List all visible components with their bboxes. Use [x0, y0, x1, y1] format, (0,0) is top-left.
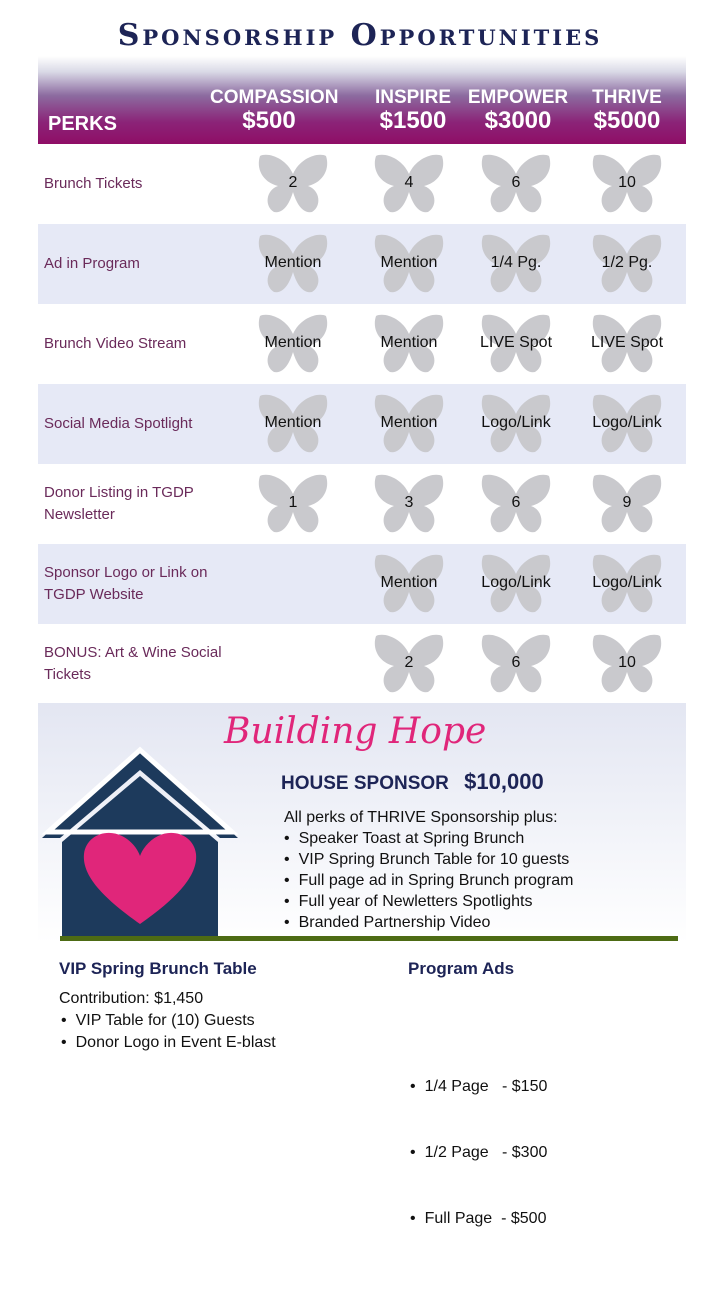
- tier-cell: [457, 384, 575, 464]
- tier-cell: [457, 224, 575, 304]
- program-ads-details: [408, 988, 547, 1296]
- perk-value: 6: [511, 654, 521, 671]
- tier-name: COMPASSION: [210, 87, 339, 108]
- table-header: [38, 56, 686, 144]
- tier-cell: [568, 384, 686, 464]
- tier-cell: [568, 464, 686, 544]
- list-item: • VIP Spring Brunch Table for 10 guests: [284, 849, 573, 870]
- program-ads-title: Program Ads: [408, 959, 515, 978]
- tier-cell: [568, 544, 686, 624]
- tier-cell: [350, 144, 468, 224]
- table-row: [38, 624, 686, 704]
- tier-price: $1500: [379, 107, 447, 134]
- house-sponsor-perks: [284, 807, 573, 933]
- perk-value: LIVE Spot: [590, 334, 664, 351]
- perk-value: 2: [288, 174, 298, 191]
- perks-column-label: PERKS: [48, 113, 117, 135]
- tier-name: THRIVE: [592, 87, 662, 108]
- tier-cell: [350, 224, 468, 304]
- vip-table-title: VIP Spring Brunch Table: [59, 959, 257, 978]
- perk-value: 3: [404, 494, 414, 511]
- tier-cell: [350, 544, 468, 624]
- perk-value: Mention: [380, 574, 438, 591]
- tier-cell: [234, 624, 352, 704]
- house-sponsor-heading: [281, 769, 544, 795]
- tier-cell: [234, 544, 352, 624]
- tier-price: $3000: [484, 107, 552, 134]
- building-hope-title: Building Hope: [224, 711, 487, 752]
- perk-value: LIVE Spot: [479, 334, 553, 351]
- tier-cell: [234, 464, 352, 544]
- perk-value: 9: [622, 494, 632, 511]
- tier-cell: [457, 464, 575, 544]
- list-item: • Full Page - $500: [408, 1208, 547, 1230]
- list-item: • VIP Table for (10) Guests: [59, 1010, 276, 1032]
- perk-value: 10: [618, 654, 636, 671]
- house-sponsor-intro: All perks of THRIVE Sponsorship plus:: [284, 809, 558, 826]
- house-sponsor-amount: $10,000: [464, 769, 544, 794]
- perk-value: Logo/Link: [592, 414, 662, 431]
- vip-table-details: [59, 988, 276, 1054]
- page-title: Sponsorship Opportunities: [117, 18, 603, 53]
- tier-cell: [350, 304, 468, 384]
- perk-value: Logo/Link: [592, 574, 662, 591]
- tier-price: $5000: [593, 107, 661, 134]
- perk-value: 6: [511, 174, 521, 191]
- tier-price: $500: [242, 107, 296, 134]
- tier-cell: [568, 624, 686, 704]
- tier-cell: [350, 464, 468, 544]
- table-row: [38, 224, 686, 304]
- vip-contribution: Contribution: $1,450: [59, 990, 204, 1007]
- perk-value: 2: [404, 654, 414, 671]
- tier-empower: [459, 88, 577, 134]
- perk-value: Mention: [380, 334, 438, 351]
- perk-value: Logo/Link: [481, 574, 551, 591]
- perk-value: Mention: [380, 414, 438, 431]
- tier-cell: [457, 144, 575, 224]
- table-row: [38, 144, 686, 224]
- perk-value: 4: [404, 174, 414, 191]
- perk-value: 1/4 Pg.: [490, 254, 542, 271]
- table-row: [38, 544, 686, 624]
- divider: [60, 936, 678, 941]
- perk-value: Mention: [264, 254, 322, 271]
- perk-label: Ad in Program: [44, 255, 140, 272]
- list-item: • Speaker Toast at Spring Brunch: [284, 828, 573, 849]
- perk-value: 1/2 Pg.: [601, 254, 653, 271]
- perk-value: Mention: [380, 254, 438, 271]
- tier-cell: [457, 304, 575, 384]
- list-item: • Donor Logo in Event E-blast: [59, 1032, 276, 1054]
- tier-cell: [350, 624, 468, 704]
- tier-cell: [350, 384, 468, 464]
- tier-cell: [234, 384, 352, 464]
- tier-name: EMPOWER: [467, 87, 569, 108]
- tier-cell: [234, 144, 352, 224]
- perk-value: 10: [618, 174, 636, 191]
- perk-label: Donor Listing in TGDP Newsletter: [44, 484, 194, 523]
- tier-cell: [457, 544, 575, 624]
- perk-label: Sponsor Logo or Link on TGDP Website: [44, 564, 208, 603]
- tier-thrive: [568, 88, 686, 134]
- perk-value: 1: [288, 494, 298, 511]
- tier-inspire: [354, 88, 472, 134]
- perk-label: Brunch Tickets: [44, 175, 143, 192]
- perk-value: Mention: [264, 414, 322, 431]
- perk-value: 6: [511, 494, 521, 511]
- tier-cell: [234, 224, 352, 304]
- list-item: • Branded Partnership Video: [284, 912, 573, 933]
- perk-label: Social Media Spotlight: [44, 415, 193, 432]
- tier-cell: [568, 144, 686, 224]
- tier-cell: [568, 304, 686, 384]
- tier-name: INSPIRE: [374, 87, 452, 108]
- table-row: [38, 384, 686, 464]
- tier-compassion: [210, 87, 339, 134]
- perk-label: Brunch Video Stream: [44, 335, 187, 352]
- list-item: • Full year of Newletters Spotlights: [284, 891, 573, 912]
- list-item: • 1/4 Page - $150: [408, 1076, 547, 1098]
- tier-cell: [457, 624, 575, 704]
- perk-label: BONUS: Art & Wine Social Tickets: [44, 644, 222, 683]
- table-row: [38, 304, 686, 384]
- table-row: [38, 464, 686, 544]
- tier-cell: [568, 224, 686, 304]
- perk-value: Mention: [264, 334, 322, 351]
- tier-cell: [234, 304, 352, 384]
- list-item: • Full page ad in Spring Brunch program: [284, 870, 573, 891]
- house-sponsor-label: HOUSE SPONSOR: [281, 773, 449, 794]
- perk-value: Logo/Link: [481, 414, 551, 431]
- list-item: • 1/2 Page - $300: [408, 1142, 547, 1164]
- house-heart-icon: [40, 746, 240, 938]
